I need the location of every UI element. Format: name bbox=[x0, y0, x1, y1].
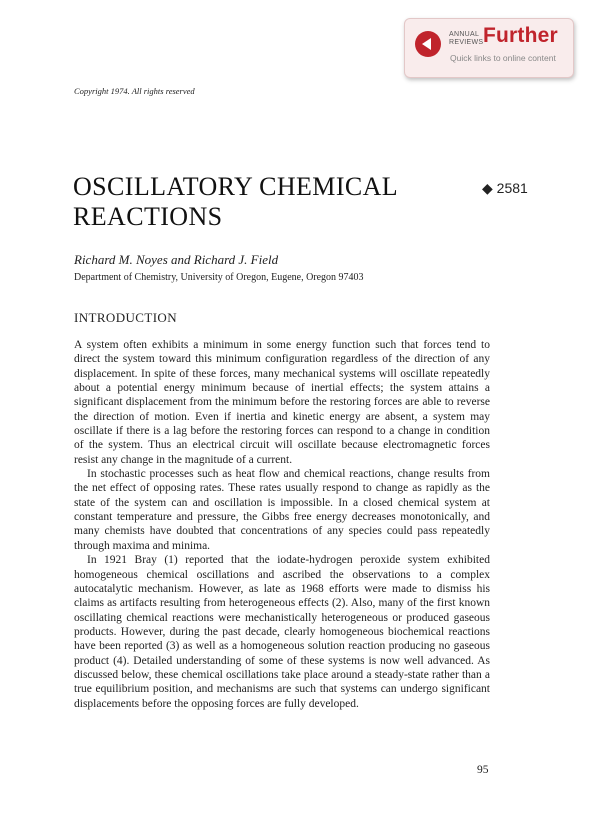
annual-reviews-wordmark bbox=[449, 31, 483, 47]
section-heading: INTRODUCTION bbox=[74, 310, 178, 325]
title-line-2: REACTIONS bbox=[73, 202, 223, 231]
badge-line-annual: ANNUAL bbox=[449, 31, 480, 38]
further-links-badge[interactable] bbox=[404, 18, 574, 78]
authors: Richard M. Noyes and Richard J. Field bbox=[74, 252, 279, 267]
further-label: Further bbox=[483, 24, 558, 47]
quick-links-label: Quick links to online content bbox=[450, 53, 556, 63]
paragraph: In 1921 Bray (1) reported that the iodate-hydrogen peroxide system exhibited homogeneous chemical oscillations and ascribed the observations to a complex autocatalytic mechanism. However, as late as 1968 efforts were made to dismiss his claims as artifacts resulting from heterogeneous effects (2). Also, many of the first known oscillating chemical reactions were mechanistically heterogeneous or produced gaseous products. However, during the past decade, clearly homogeneous biochemical reactions have been reported (3) as well as a homogeneous solution reaction producing no gaseous product (4). Detailed understanding of some of these systems is now well advanced. As discussed below, these chemical oscillations take place around a steady-state rather than a true equilibrium position, and mechanisms are such that systems can undergo significant displacements before the opposing forces are fully developed. bbox=[74, 554, 490, 710]
article-title bbox=[73, 172, 433, 232]
article-body bbox=[74, 338, 490, 711]
badge-line-reviews: REVIEWS bbox=[449, 39, 484, 46]
paragraph: A system often exhibits a minimum in some energy function such that forces tend to direct the system toward this minimum configuration regardless of the direction of any displacement. In spite of these forces, many mechanical systems will oscillate repeatedly about a potential energy minimum because of inertial effects; the system attains a significant displacement from the minimum before the restoring forces are able to reverse the direction of motion. Even if inertia and kinetic energy are absent, a system may oscillate if there is a lag before the restoring forces can respond to a change in condition of the system. Thus an electrical circuit will oscillate because electromagnetic forces resist any change in the magnitude of a current. bbox=[74, 339, 490, 466]
affiliation: Department of Chemistry, University of Oregon, Eugene, Oregon 97403 bbox=[74, 272, 364, 283]
copyright-notice: Copyright 1974. All rights reserved bbox=[74, 86, 195, 96]
article-code: ◆ 2581 bbox=[482, 180, 528, 196]
title-line-1: OSCILLATORY CHEMICAL bbox=[73, 172, 399, 201]
paragraph: In stochastic processes such as heat flow and chemical reactions, change results from the net effect of opposing rates. These rates usually respond to change as rapidly as the state of the system can and oscillation is impossible. In a closed chemical system at constant temperature and pressure, the Gibbs free energy decreases monotonically, and many chemists have doubted that concentrations of any species could pass repeatedly through maxima and minima. bbox=[74, 468, 490, 552]
page-number: 95 bbox=[477, 764, 489, 776]
annual-reviews-logo-icon bbox=[415, 31, 441, 57]
